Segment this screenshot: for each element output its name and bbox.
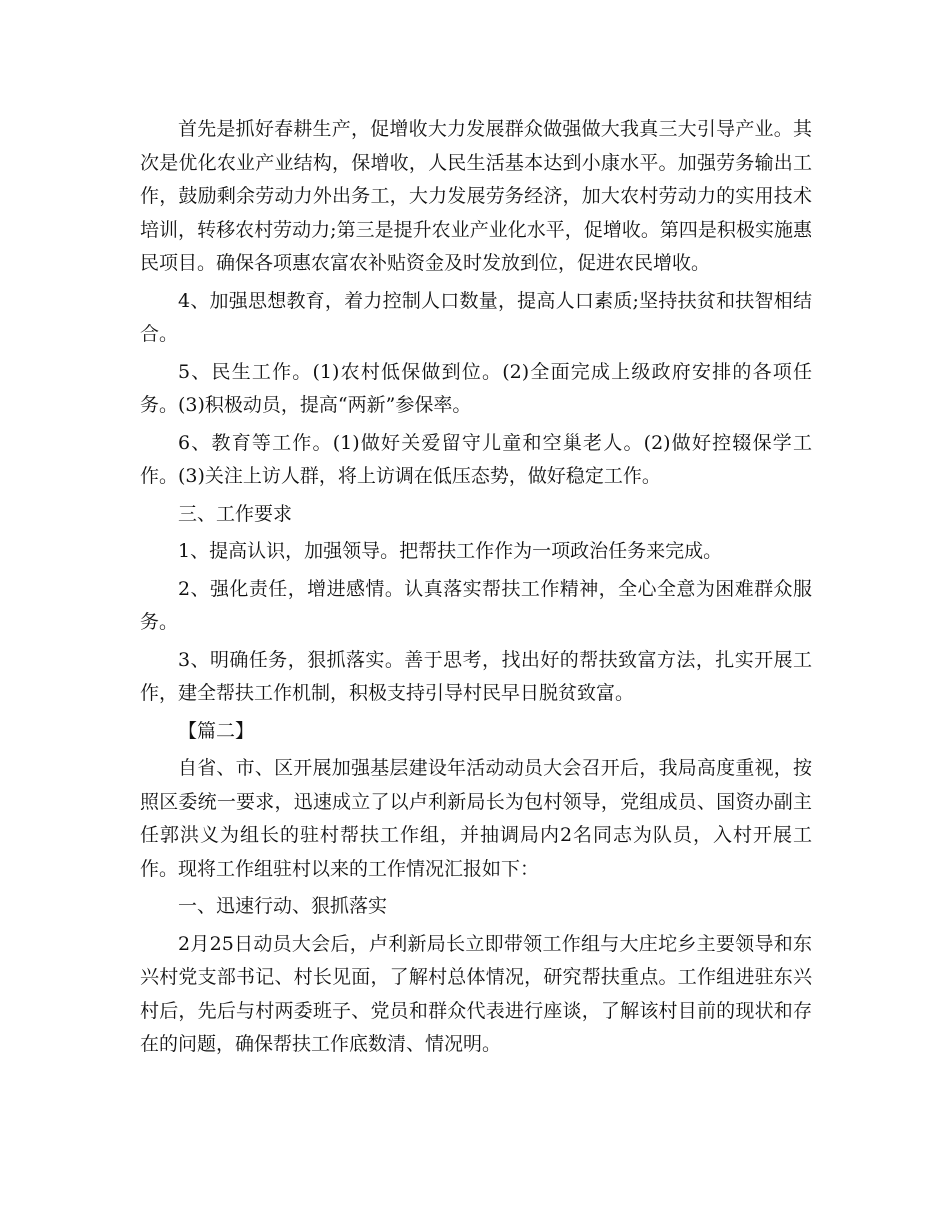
- paragraph-requirement-2: 2、强化责任，增进感情。认真落实帮扶工作精神，全心全意为困难群众服务。: [140, 577, 812, 633]
- paragraph-item-4: 4、加强思想教育，着力控制人口数量，提高人口素质;坚持扶贫和扶智相结合。: [140, 289, 812, 345]
- section-heading-rapid-action: 一、迅速行动、狠抓落实: [178, 895, 388, 917]
- paragraph-intro-part-two: 自省、市、区开展加强基层建设年活动动员大会召开后，我局高度重视，按照区委统一要求，迅速成立了以卢利新局长为包村领导，党组成员、国资办副主任郭洪义为组长的驻村帮扶工作组，并抽调局内2名同志为队员，入村开展工作。现将工作组驻村以来的工作情况汇报如下：: [140, 757, 812, 880]
- paragraph-item-5: 5、民生工作。(1)农村低保做到位。(2)全面完成上级政府安排的各项任务。(3)积极动员，提高“两新”参保率。: [140, 360, 812, 416]
- paragraph-spring-farming: 首先是抓好春耕生产，促增收大力发展群众做强做大我真三大引导产业。其次是优化农业产业结构，保增收，人民生活基本达到小康水平。加强劳务输出工作，鼓励剩余劳动力外出务工，大力发展劳务经济，加大农村劳动力的实用技术培训，转移农村劳动力;第三是提升农业产业化水平，促增收。第四是积极实施惠民项目。确保各项惠农富农补贴资金及时发放到位，促进农民增收。: [140, 118, 812, 274]
- paragraph-requirement-3: 3、明确任务，狠抓落实。善于思考，找出好的帮扶致富方法，扎实开展工作，建全帮扶工作机制，积极支持引导村民早日脱贫致富。: [140, 648, 812, 704]
- section-marker-part-two: 【篇二】: [178, 719, 255, 742]
- document-body: [140, 113, 812, 1062]
- paragraph-requirement-1: 1、提高认识，加强领导。把帮扶工作作为一项政治任务来完成。: [178, 540, 723, 562]
- section-heading-requirements: 三、工作要求: [178, 502, 293, 525]
- paragraph-item-6: 6、教育等工作。(1)做好关爱留守儿童和空巢老人。(2)做好控辍保学工作。(3)关注上访人群，将上访调在低压态势，做好稳定工作。: [140, 431, 812, 487]
- paragraph-mobilization-meeting: 2月25日动员大会后，卢利新局长立即带领工作组与大庄坨乡主要领导和东兴村党支部书记、村长见面，了解村总体情况，研究帮扶重点。工作组进驻东兴村后，先后与村两委班子、党员和群众代表进行座谈，了解该村目前的现状和存在的问题，确保帮扶工作底数清、情况明。: [140, 932, 812, 1055]
